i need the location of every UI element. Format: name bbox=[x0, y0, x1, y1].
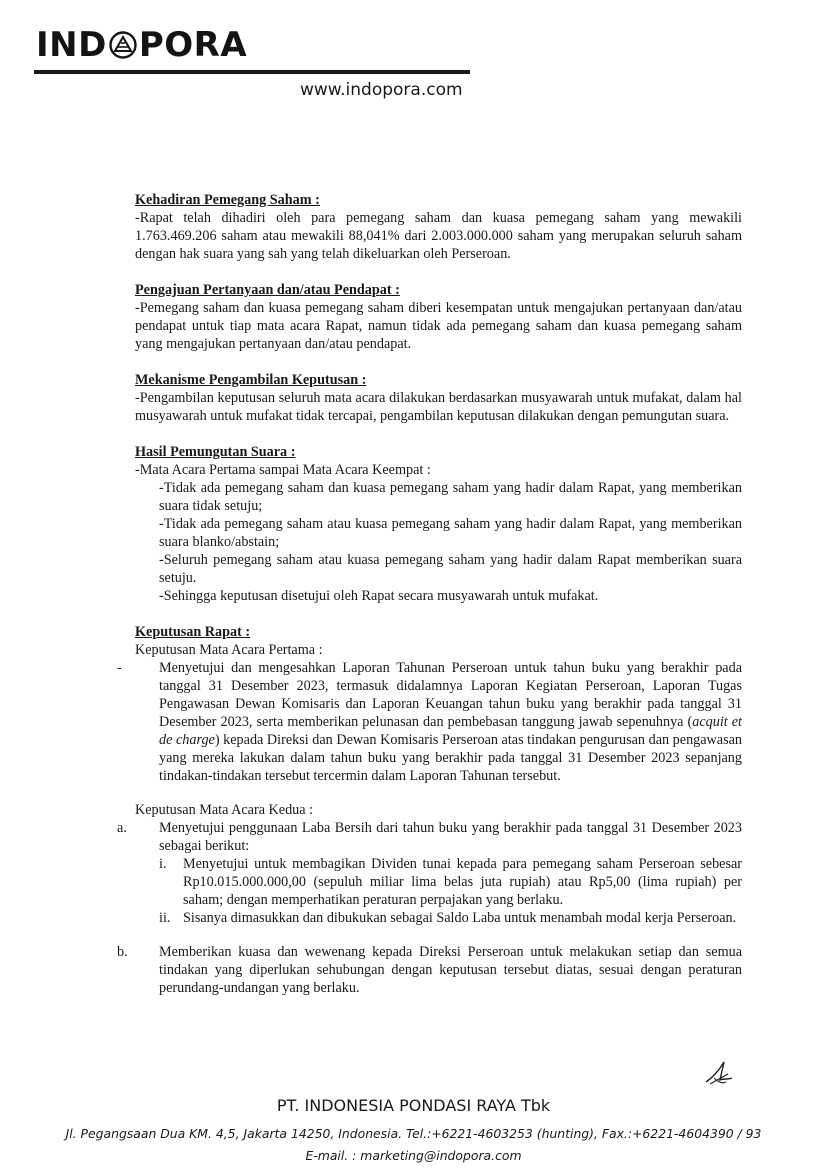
acara1-text-part: ) kepada Direksi dan Dewan Komisaris Perseroan atas tindakan pengurusan dan pengawasan yang mereka lakukan dalam tahun buku yang berakhir pada tanggal 31 Desember 2023 sepanjang tindakan-tindakan tersebut tercermin dalam Laporan Tahunan tersebut. bbox=[159, 732, 743, 784]
acara1-item bbox=[117, 659, 742, 785]
sub-item-text: Sisanya dimasukkan dan dibukukan sebagai Saldo Laba untuk menambah modal kerja Perseroan. bbox=[183, 910, 737, 926]
list-item: -Seluruh pemegang saham atau kuasa pemegang saham yang hadir dalam Rapat memberikan suara setuju. bbox=[159, 552, 742, 586]
section-heading: Pengajuan Pertanyaan dan/atau Pendapat : bbox=[135, 282, 400, 298]
vote-results-list bbox=[135, 479, 742, 605]
acara2-title: Keputusan Mata Acara Kedua : bbox=[135, 802, 314, 818]
footer-address: Jl. Pegangsaan Dua KM. 4,5, Jakarta 14250, Indonesia. Tel.:+6221-4603253 (hunting), Fax.:+6221-4604390 / 93 bbox=[65, 1126, 762, 1141]
list-marker: - bbox=[117, 660, 122, 676]
section-text: -Pengambilan keputusan seluruh mata acara dilakukan berdasarkan musyawarah untuk mufakat, dalam hal musyawarah untuk mufakat tidak tercapai, pengambilan keputusan dilakukan dengan pemungutan suara. bbox=[135, 390, 742, 424]
acara1-text bbox=[159, 659, 742, 785]
list-item: -Tidak ada pemegang saham dan kuasa pemegang saham yang hadir dalam Rapat, yang memberikan suara tidak setuju; bbox=[159, 480, 742, 514]
header-rule bbox=[34, 70, 470, 74]
section-heading: Hasil Pemungutan Suara : bbox=[135, 444, 296, 460]
section-mekanisme bbox=[135, 371, 742, 425]
acara1-text-italic: acquit et de charge bbox=[159, 714, 742, 748]
acara2-a-text: Menyetujui penggunaan Laba Bersih dari tahun buku yang berakhir pada tanggal 31 Desember 2023 sebagai berikut: bbox=[159, 820, 742, 854]
acara2-sub-item bbox=[159, 909, 742, 927]
acara2-b-text: Memberikan kuasa dan wewenang kepada Direksi Perseroan untuk melakukan setiap dan semua tindakan yang diperlukan sehubungan dengan keputusan tersebut diatas, sesuai dengan peraturan perundang-undangan yang berlaku. bbox=[159, 944, 742, 996]
list-marker: ii. bbox=[159, 910, 171, 926]
section-kehadiran bbox=[135, 191, 742, 263]
section-heading: Keputusan Rapat : bbox=[135, 624, 251, 640]
section-text: -Pemegang saham dan kuasa pemegang saham diberi kesempatan untuk mengajukan pertanyaan dan/atau pendapat untuk tiap mata acara Rapat, namun tidak ada pemegang saham dan kuasa pemegang saham yang mengajukan pertanyaan dan/atau pendapat. bbox=[135, 300, 742, 352]
list-item: -Tidak ada pemegang saham atau kuasa pemegang saham yang hadir dalam Rapat, yang memberikan suara blanko/abstain; bbox=[159, 516, 742, 550]
section-intro: -Mata Acara Pertama sampai Mata Acara Keempat : bbox=[135, 462, 431, 478]
list-marker: i. bbox=[159, 856, 167, 872]
list-item: -Sehingga keputusan disetujui oleh Rapat secara musyawarah untuk mufakat. bbox=[159, 588, 599, 604]
company-logo bbox=[36, 25, 248, 65]
document-body bbox=[117, 191, 743, 1015]
section-hasil bbox=[135, 443, 742, 605]
logo-text-right: PORA bbox=[138, 25, 248, 65]
section-text: -Rapat telah dihadiri oleh para pemegang saham dan kuasa pemegang saham yang mewakili 1.763.469.206 saham atau mewakili 88,041% dari 2.003.000.000 saham yang merupakan seluruh saham dengan hak suara yang sah yang telah dikeluarkan oleh Perseroan. bbox=[135, 210, 742, 262]
logo-text-left: IND bbox=[36, 25, 107, 65]
signature-initial-icon bbox=[702, 1058, 734, 1088]
footer-email: E-mail. : marketing@indopora.com bbox=[305, 1148, 522, 1163]
acara2-item-b bbox=[117, 943, 742, 997]
section-keputusan bbox=[117, 623, 743, 997]
section-heading: Kehadiran Pemegang Saham : bbox=[135, 192, 320, 208]
acara2-item-a bbox=[117, 819, 742, 855]
acara2-sub-item bbox=[159, 855, 742, 909]
list-marker: b. bbox=[117, 944, 128, 960]
sub-item-text: Menyetujui untuk membagikan Dividen tunai kepada para pemegang saham Perseroan sebesar Rp10.015.000.000,00 (sepuluh miliar lima belas juta rupiah) atau Rp5,00 (lima rupiah) per saham; dengan memperhatikan peraturan perpajakan yang berlaku. bbox=[183, 856, 742, 908]
logo-emblem-icon bbox=[108, 30, 138, 60]
acara1-text-part: Menyetujui dan mengesahkan Laporan Tahunan Perseroan untuk tahun buku yang berakhir pada tanggal 31 Desember 2023, termasuk didalamnya Laporan Kegiatan Perseroan, Laporan Tugas Pengawasan Dewan Komisaris dan Laporan Keuangan tahun buku yang berakhir pada tanggal 31 Desember 2023, serta memberikan pelunasan dan pembebasan tanggung jawab sepenuhnya ( bbox=[159, 660, 742, 730]
website-url: www.indopora.com bbox=[300, 80, 463, 100]
acara1-title: Keputusan Mata Acara Pertama : bbox=[135, 642, 323, 658]
section-heading: Mekanisme Pengambilan Keputusan : bbox=[135, 372, 367, 388]
footer-company-name: PT. INDONESIA PONDASI RAYA Tbk bbox=[276, 1096, 551, 1115]
section-pengajuan bbox=[135, 281, 742, 353]
list-marker: a. bbox=[117, 820, 127, 836]
